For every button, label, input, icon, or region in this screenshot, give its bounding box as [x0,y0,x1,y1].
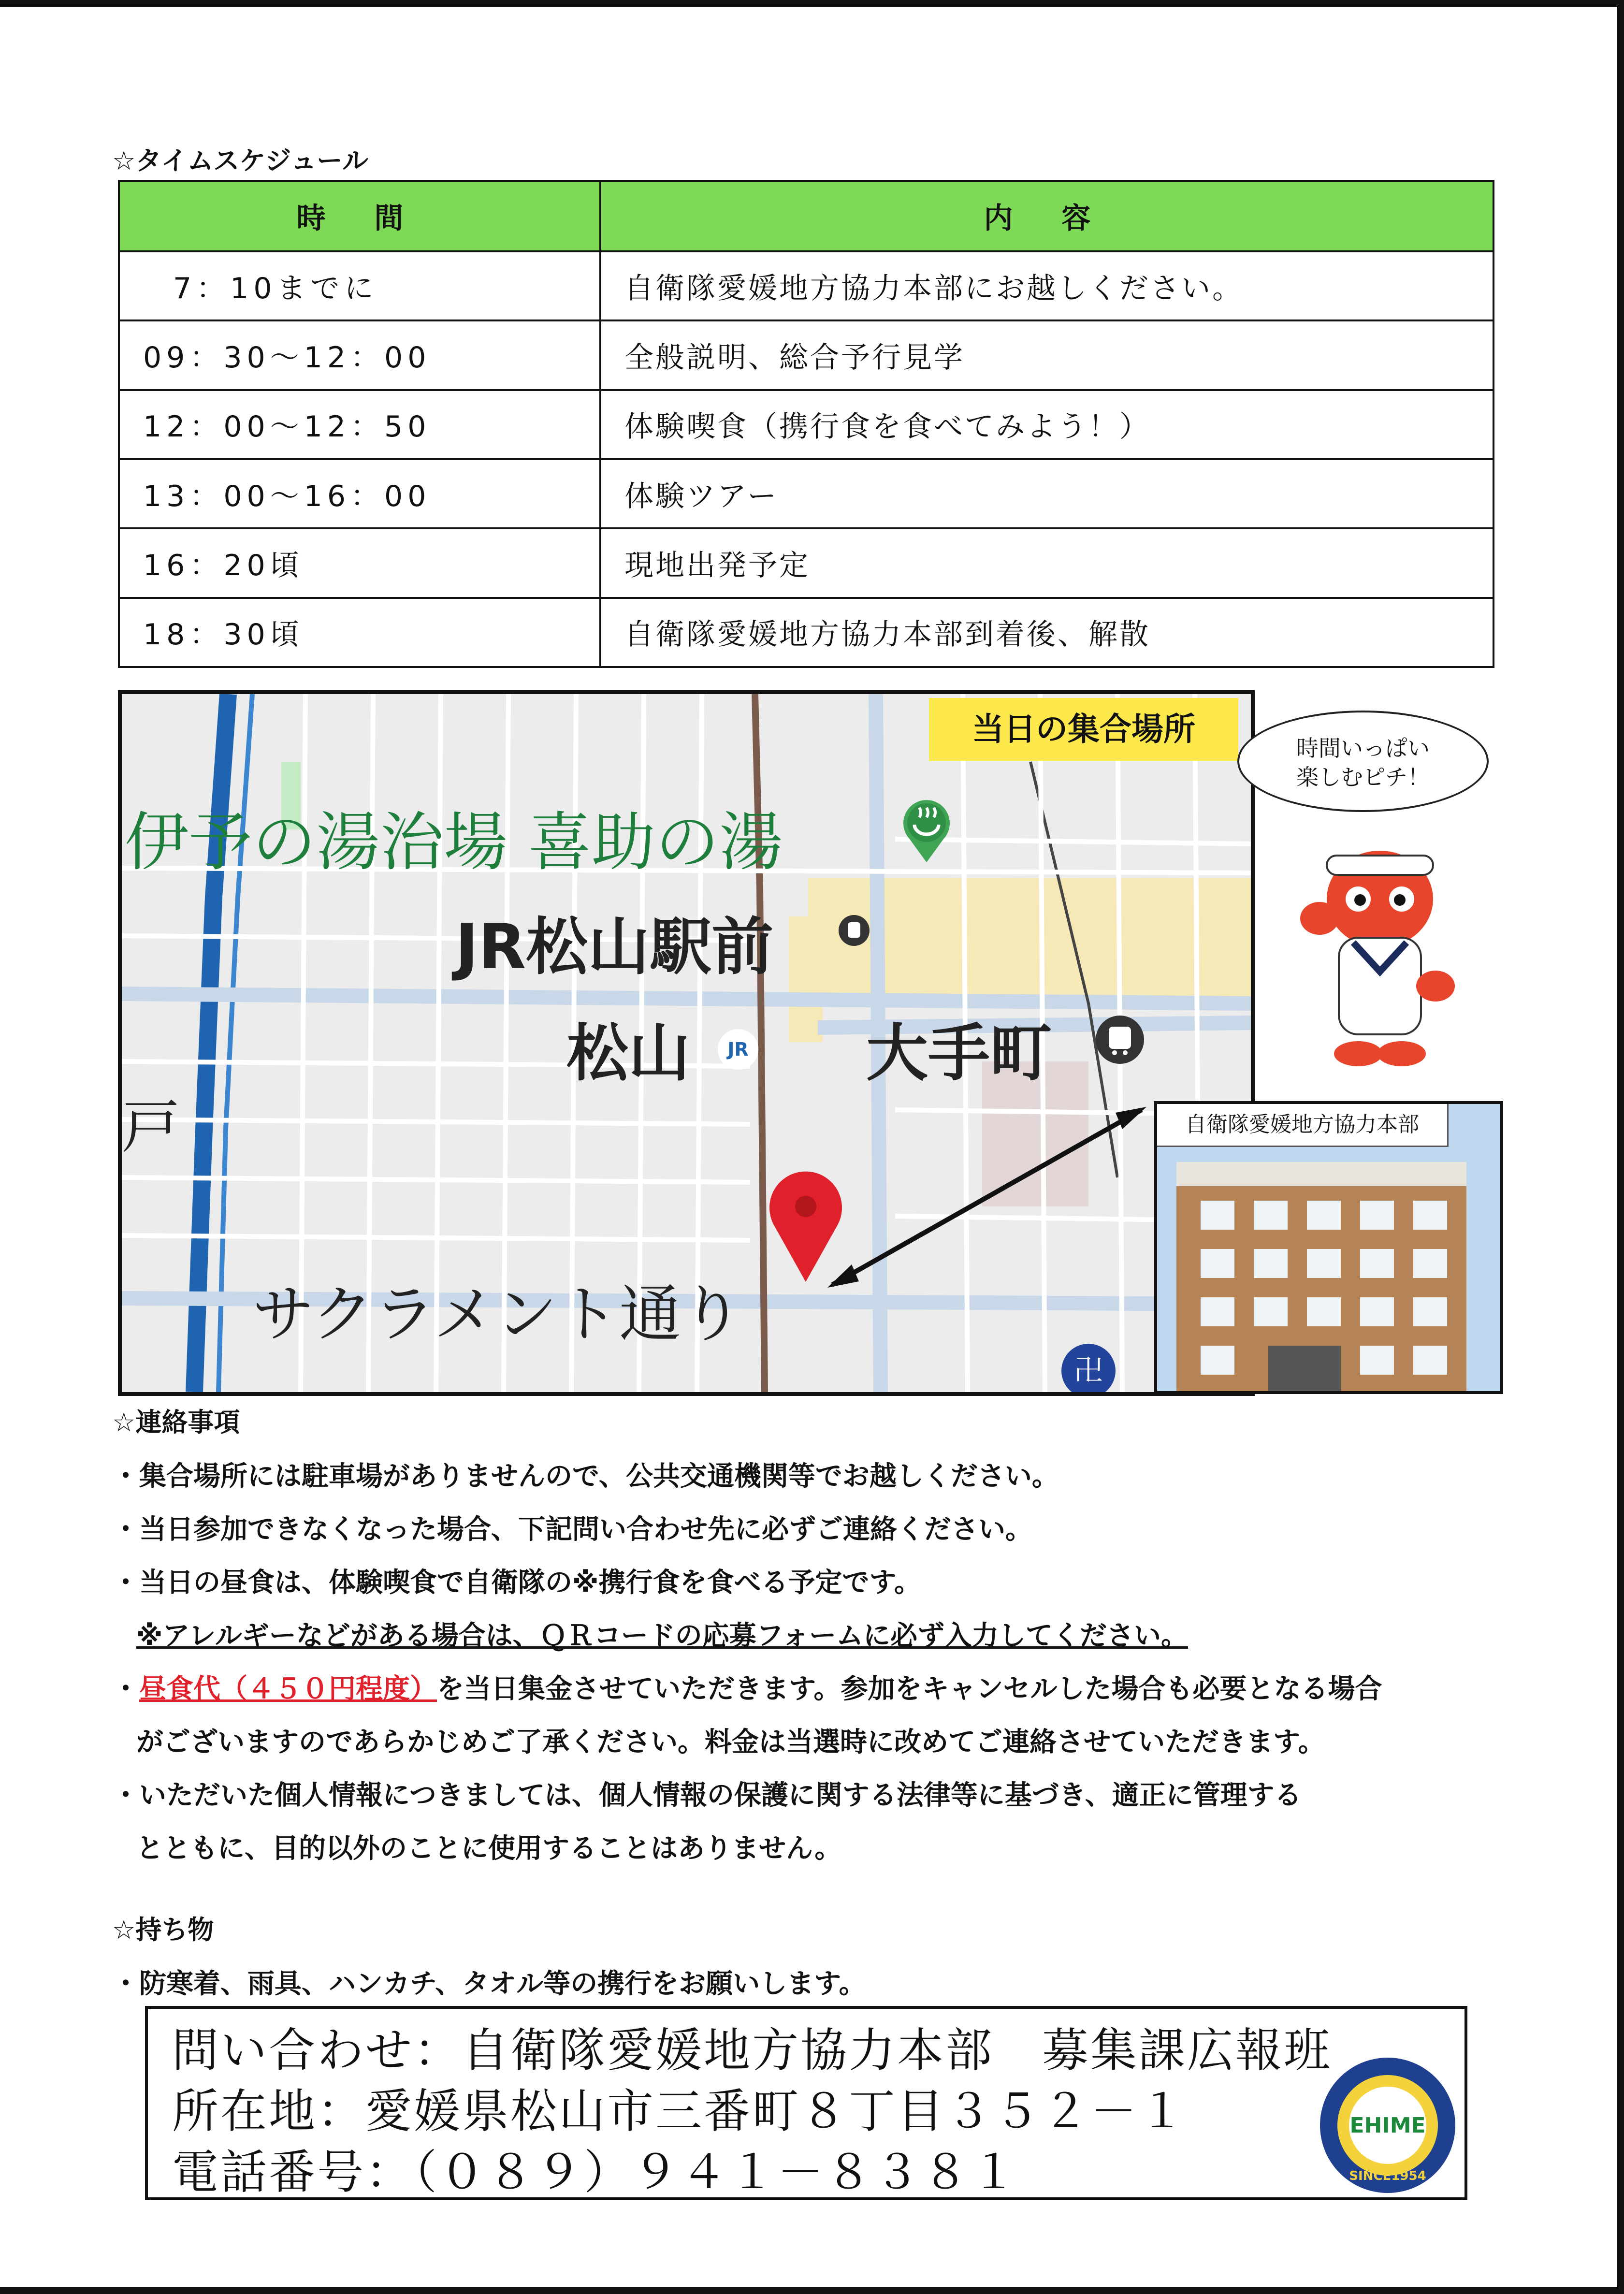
page-border-bottom [0,2287,1624,2294]
row-content: 全般説明、総合予行見学 [600,320,1494,390]
row-time: 7：10までに [119,251,600,320]
hq-building-photo [1154,1101,1503,1394]
emblem-since: SINCE1954 [1349,2169,1426,2183]
meeting-place-map[interactable] [118,690,1255,1396]
schedule-title: ☆タイムスケジュール [112,145,369,176]
notice-lunch-fee-cont: がございますのであらかじめご了承ください。料金は当選時に改めてご連絡させていただきます。 [136,1727,1325,1758]
mascot-illustration [1300,841,1460,1073]
page-border-top [0,0,1624,7]
schedule-table [118,180,1494,668]
ehime-pco-emblem [1318,2055,1458,2195]
map-label-matsuyama: 松山 [566,1017,691,1089]
svg-text:JR: JR [727,1039,749,1060]
jr-logo-icon [716,1028,760,1071]
bubble-line-2: 楽しむピチ！ [1296,764,1430,790]
notices-title: ☆連絡事項 [112,1407,240,1437]
building-illustration [1157,1104,1500,1391]
notice-parking: ・集合場所には駐車場がありませんので、公共交通機関等でお越しください。 [112,1461,1059,1492]
onsen-icon [900,796,953,863]
location-pin-icon [765,1168,847,1284]
row-time: 12：00～12：50 [119,390,600,459]
tram-stop-icon [837,914,871,947]
lunch-fee-rest: を当日集金させていただきます。参加をキャンセルした場合も必要となる場合 [437,1673,1382,1705]
row-time: 18：30頃 [119,598,600,667]
svg-text:卍: 卍 [1074,1354,1103,1388]
header-time: 時 間 [119,181,600,251]
hq-photo-caption: 自衛隊愛媛地方協力本部 [1157,1104,1449,1147]
contact-address: 所在地：愛媛県松山市三番町８丁目３５２－１ [172,2084,1187,2138]
map-label-to: 戸 [122,1094,180,1161]
contact-phone: 電話番号：（０８９）９４１－８３８１ [172,2145,1019,2199]
notice-privacy-2: とともに、目的以外のことに使用することはありません。 [136,1833,842,1864]
meeting-place-badge: 当日の集合場所 [929,698,1238,761]
belongings-title: ☆持ち物 [112,1915,214,1945]
row-time: 09：30～12：00 [119,320,600,390]
row-content: 体験喫食（携行食を食べてみよう！） [600,390,1494,459]
station-icon [1093,1013,1146,1066]
bubble-line-1: 時間いっぱい [1296,735,1430,761]
row-content: 自衛隊愛媛地方協力本部にお越しください。 [600,251,1494,320]
notice-bullet: ・ [112,1673,139,1705]
map-label-sacramento: サクラメント通り [252,1278,743,1350]
page-border-right [1617,0,1624,2294]
notice-allergy: ※アレルギーなどがある場合は、ＱＲコードの応募フォームに必ず入力してください。 [136,1620,1189,1652]
table-row [119,459,1494,528]
row-time: 16：20頃 [119,528,600,597]
contact-inquiry: 問い合わせ：自衛隊愛媛地方協力本部 募集課広報班 [172,2023,1332,2077]
table-row [119,598,1494,667]
belongings-line: ・防寒着、雨具、ハンカチ、タオル等の携行をお願いします。 [112,1968,866,2000]
notice-lunch: ・当日の昼食は、体験喫食で自衛隊の※携行食を食べる予定です。 [112,1567,921,1598]
table-row [119,390,1494,459]
map-label-otemachi: 大手町 [866,1017,1052,1089]
row-time: 13：00～16：00 [119,459,600,528]
lunch-fee-highlight: 昼食代（４５０円程度） [139,1673,437,1705]
notice-privacy-1: ・いただいた個人情報につきましては、個人情報の保護に関する法律等に基づき、適正に管理する [112,1780,1302,1811]
map-label-onsen: 伊予の湯治場 喜助の湯 [125,805,783,880]
notice-absence: ・当日参加できなくなった場合、下記問い合わせ先に必ずご連絡ください。 [112,1514,1032,1545]
table-row [119,528,1494,597]
row-content: 現地出発予定 [600,528,1494,597]
map-label-jr-station: JR松山駅前 [455,911,774,983]
notice-lunch-fee [112,1668,1382,1706]
mascot-speech-bubble [1237,711,1489,812]
temple-icon [1059,1342,1117,1396]
table-row [119,320,1494,390]
schedule-header-row [119,181,1494,251]
emblem-text: EHIME [1349,2113,1426,2138]
row-content: 自衛隊愛媛地方協力本部到着後、解散 [600,598,1494,667]
header-content: 内 容 [600,181,1494,251]
contact-box [145,2006,1467,2200]
table-row [119,251,1494,320]
row-content: 体験ツアー [600,459,1494,528]
